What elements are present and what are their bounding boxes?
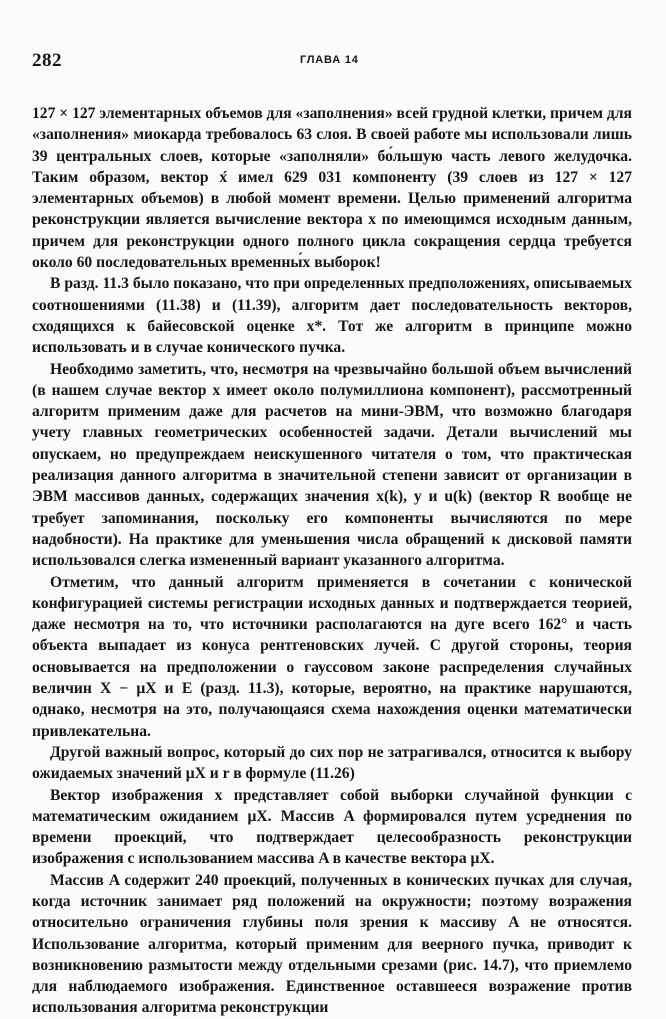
paragraph: В разд. 11.3 было показано, что при определенных предположениях, описываемых соотношениями (11.38) и (11.39), алгоритм дает последовательность векторов, сходящихся к байесовской оценке x*. Тот же алгоритм в принципе можно использовать и в случае конического пучка. bbox=[32, 275, 632, 357]
page-header bbox=[0, 50, 666, 74]
paragraph: Массив A содержит 240 проекций, полученных в конических пучках для случая, когда источник занимает ряд положений на окружности; поэтому возражения относительно ограничения глубины поля зрения к массиву A не относятся. Использование алгоритма, который применим для веерного пучка, приводит к возникновению размытости между отдельными срезами (рис. 14.7), что приемлемо для наблюдаемого изображения. Единственное оставшееся возражение против использования алгоритма реконструкции bbox=[32, 871, 632, 1017]
paragraph: 127 × 127 элементарных объемов для «заполнения» всей грудной клетки, причем для «заполнения» миокарда требовалось 63 слоя. В своей работе мы использовали лишь 39 центральных слоев, которые «заполняли» бо́льшую часть левого желудочка. Таким образом, вектор x́ имел 629 031 компоненту (39 слоев из 127 × 127 элементарных объемов) в любой момент времени. Целью применений алгоритма реконструкции является вычисление вектора x по имеющимся исходным данным, причем для реконструкции одного полного цикла сокращения сердца требуется около 60 последовательных временны́х выборок! bbox=[32, 105, 632, 272]
paragraph: Необходимо заметить, что, несмотря на чрезвычайно большой объем вычислений (в нашем случае вектор x имеет около полумиллиона компонент), рассмотренный алгоритм применим даже для расчетов на мини-ЭВМ, что возможно благодаря учету главных геометрических особенностей задачи. Детали вычислений мы опускаем, но предупреждаем неискушенного читателя о том, что практическая реализация данного алгоритма в значительной степени зависит от организации в ЭВМ массивов данных, содержащих значения x(k), y и u(k) (вектор R вообще не требует запоминания, поскольку его компоненты вычисляются по мере надобности). На практике для уменьшения числа обращений к дисковой памяти использовался слегка измененный вариант указанного алгоритма. bbox=[32, 360, 632, 570]
paragraph: Отметим, что данный алгоритм применяется в сочетании с конической конфигурацией системы регистрации исходных данных и подтверждается теорией, даже несмотря на то, что источники располагаются на дуге всего 162° и часть объекта выпадает из конуса рентгеновских лучей. С другой стороны, теория основывается на предположении о гауссовом законе распределения случайных величин X − μX и E (разд. 11.3), которые, вероятно, на практике нарушаются, однако, несмотря на это, получающаяся схема нахождения оценки математически привлекательна. bbox=[32, 573, 632, 740]
body-text bbox=[32, 103, 632, 1019]
chapter-running-head: ГЛАВА 14 bbox=[300, 54, 359, 66]
paragraph: Другой важный вопрос, который до сих пор не затрагивался, относится к выбору ожидаемых значений μX и r в формуле (11.26) bbox=[32, 743, 632, 783]
page-number: 282 bbox=[32, 50, 62, 71]
paragraph: Вектор изображения x представляет собой выборки случайной функции с математическим ожиданием μX. Массив A формировался путем усреднения по времени проекций, что подтверждает целесообразность реконструкции изображения с использованием массива A в качестве вектора μX. bbox=[32, 786, 632, 868]
